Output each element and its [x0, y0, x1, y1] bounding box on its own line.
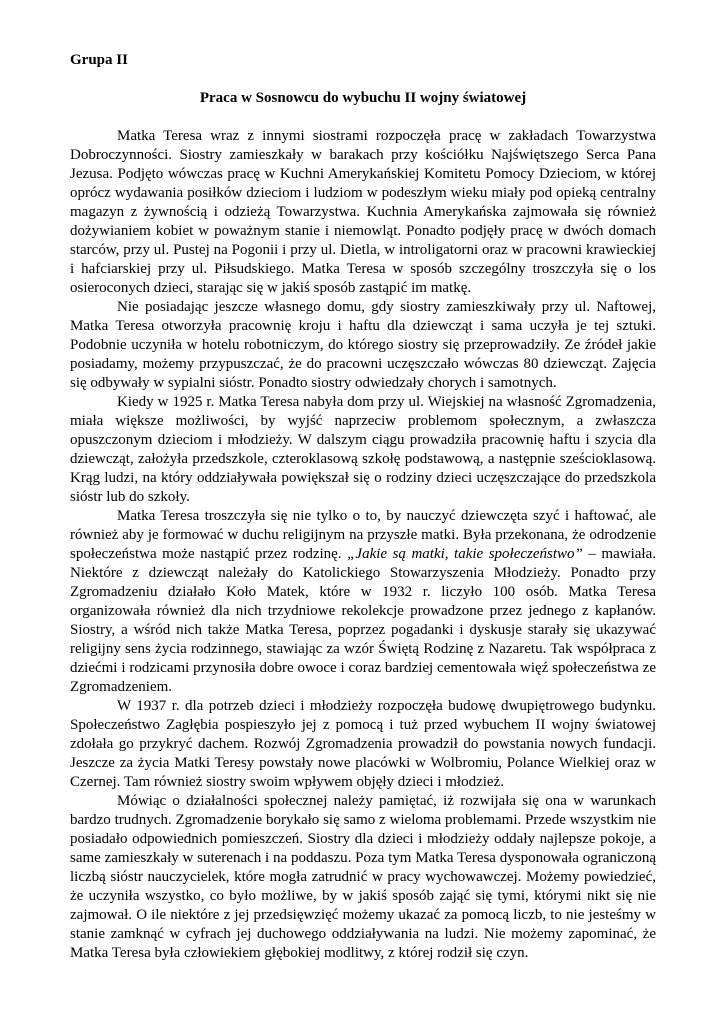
quote-motto: „Jakie są matki, takie społeczeństwo” [347, 546, 583, 562]
paragraph-4-text-before-quote: Matka Teresa troszczyła się nie tylko o to, by nauczyć dziewczęta szyć i haftować, ale również aby je formować w duchu religijnym na przyszłe matki. Była przekonana, że odrodzenie społeczeństwa może nastąpić przez rodzinę. [70, 508, 656, 562]
paragraph-1: Matka Teresa wraz z innymi siostrami rozpoczęła pracę w zakładach Towarzystwa Dobroczynności. Siostry zamieszkały w barakach przy kościółku Najświętszego Serca Pana Jezusa. Podjęto wówczas pracę w Kuchni Amerykańskiej Komitetu Pomocy Dzieciom, w której oprócz wydawania posiłków dzieciom i ludziom w podeszłym wieku miały pod opieką centralny magazyn z żywnością i odzieżą Towarzystwa. Kuchnia Amerykańska zajmowała się również dożywianiem kobiet w poważnym stanie i niemowląt. Ponadto podjęły pracę w dwóch domach starców, przy ul. Pustej na Pogonii i przy ul. Dietla, w introligatorni oraz w pracowni krawieckiej i hafciarskiej przy ul. Piłsudskiego. Matka Teresa w sposób szczególny troszczyła się o los osieroconych dzieci, starając się w jakiś sposób zastąpić im matkę. [70, 128, 656, 296]
paragraph-4-text-after-quote: – mawiała. Niektóre z dziewcząt należały do Katolickiego Stowarzyszenia Młodzieży. Ponadto przy Zgromadzeniu działało Koło Matek, które w 1932 r. liczyło 100 osób. Matka Teresa organizowała również dla nich trzydniowe rekolekcje prowadzone przez jednego z kapłanów. Siostry, a wśród nich także Matka Teresa, poprzez pogadanki i dyskusje starały się ukazywać religijny sens życia rodzinnego, stawiając za wzór Świętą Rodzinę z Nazaretu. Tak współpraca z dziećmi i rodzicami przynosiła dobre owoce i coraz bardziej cementowała więź społeczeństwa ze Zgromadzeniem. [70, 546, 656, 695]
paragraph-5: W 1937 r. dla potrzeb dzieci i młodzieży rozpoczęła budowę dwupiętrowego budynku. Społeczeństwo Zagłębia pospieszyło jej z pomocą i tuż przed wybuchem II wojny światowej zdołała go przykryć dachem. Rozwój Zgromadzenia prowadził do powstania nowych fundacji. Jeszcze za życia Matki Teresy powstały nowe placówki w Wolbromiu, Polance Wielkiej oraz w Czernej. Tam również siostry swoim wpływem objęły dzieci i młodzież. [70, 698, 656, 790]
group-heading: Grupa II [70, 52, 128, 68]
paragraph-6: Mówiąc o działalności społecznej należy pamiętać, iż rozwijała się ona w warunkach bardzo trudnych. Zgromadzenie borykało się samo z wieloma problemami. Przede wszystkim nie posiadało odpowiednich pomieszczeń. Siostry dla dzieci i młodzieży oddały najlepsze pokoje, a same zamieszkały w suterenach i na poddaszu. Poza tym Matka Teresa dysponowała ograniczoną liczbą sióstr nauczycielek, które mogła zatrudnić w pracy wychowawczej. Możemy powiedzieć, że uczyniła wszystko, co było możliwe, by w jakiś sposób zająć się tymi, którymi nikt się nie zajmował. O ile niektóre z jej przedsięwzięć możemy ukazać za pomocą liczb, to nie jesteśmy w stanie zamknąć w cyfrach jej duchowego oddziaływania na ludzi. Nie możemy zapominać, że Matka Teresa była człowiekiem głębokiej modlitwy, z której rodził się czyn. [70, 793, 656, 961]
document-page [70, 48, 656, 963]
paragraph-4 [70, 507, 656, 697]
paragraph-3: Kiedy w 1925 r. Matka Teresa nabyła dom przy ul. Wiejskiej na własność Zgromadzenia, miała większe możliwości, by wyjść naprzeciw problemom społecznym, a zwłaszcza opuszczonym dzieciom i młodzieży. W dalszym ciągu prowadziła pracownię haftu i szycia dla dziewcząt, założyła przedszkole, czteroklasową szkołę podstawową, a następnie sześcioklasową. Krąg ludzi, na który oddziaływała powiększał się o rodziny dzieci uczęszczające do przedszkola sióstr lub do szkoły. [70, 394, 656, 505]
paragraph-2: Nie posiadając jeszcze własnego domu, gdy siostry zamieszkiwały przy ul. Naftowej, Matka Teresa otworzyła pracownię kroju i haftu dla dziewcząt i sama uczyła je tej sztuki. Podobnie uczyniła w hotelu robotniczym, do którego siostry się przeprowadziły. Ze źródeł jakie posiadamy, możemy przypuszczać, że do pracowni uczęszczało wówczas 80 dziewcząt. Zajęcia się odbywały w sypialni sióstr. Ponadto siostry odwiedzały chorych i samotnych. [70, 299, 656, 391]
chapter-title: Praca w Sosnowcu do wybuchu II wojny światowej [199, 90, 527, 106]
